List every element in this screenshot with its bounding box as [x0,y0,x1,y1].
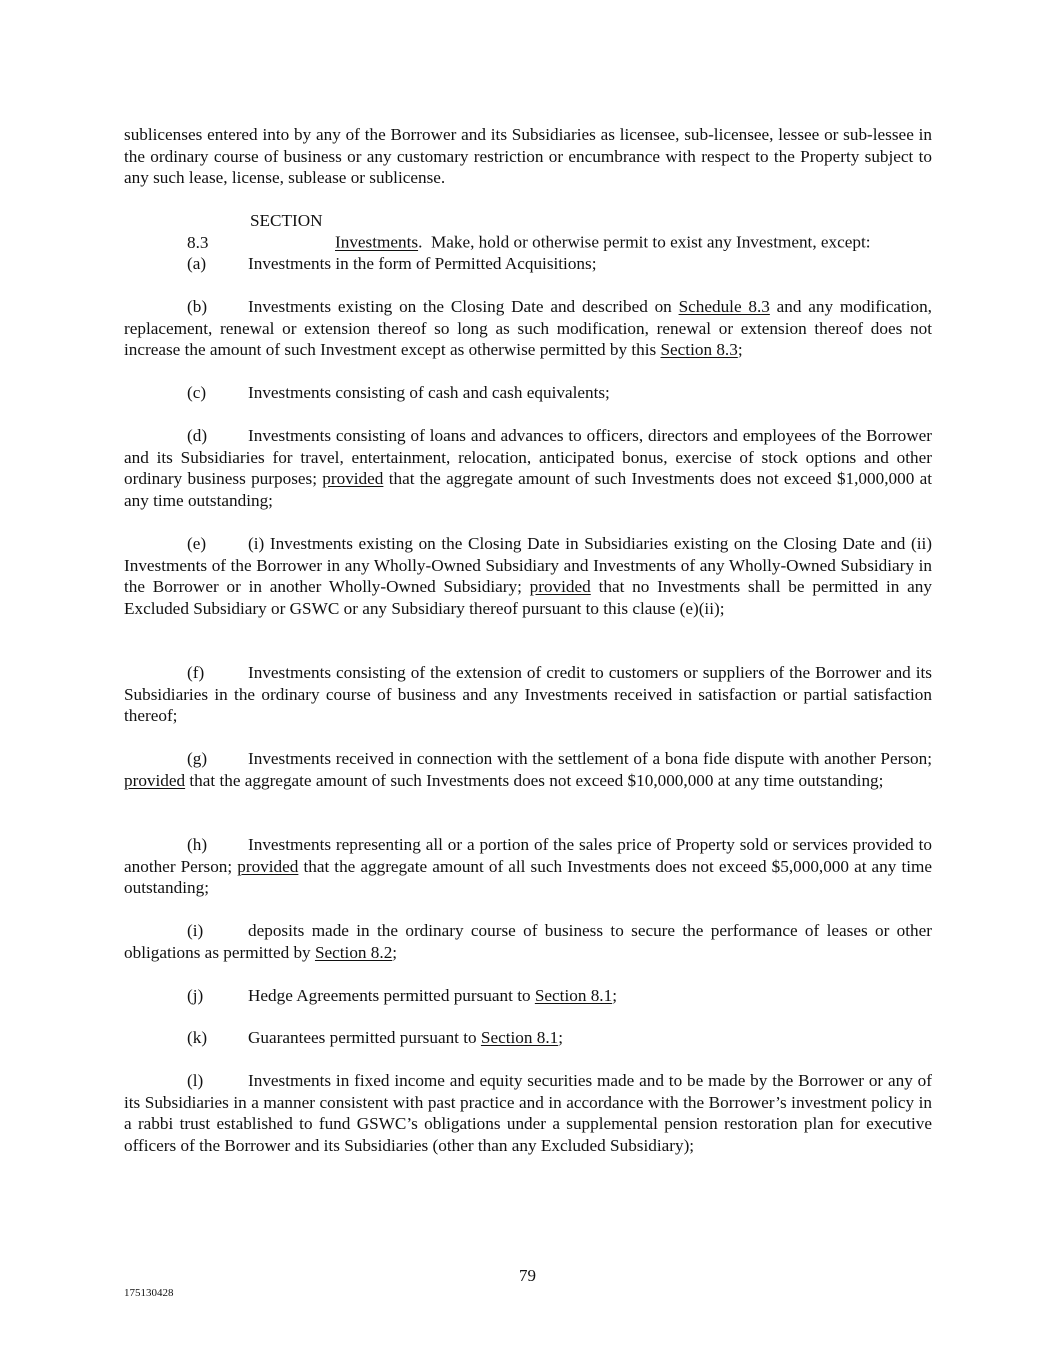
item-j [124,985,932,1007]
item-d-label: (d) [187,426,208,445]
provided-term: provided [124,770,186,790]
provided-term: provided [237,856,299,876]
item-b-text: Investments existing on the Closing Date and described on [248,297,679,316]
item-f-text: Investments consisting of the extension of credit to customers or suppliers of the Borrower and its Subsidiaries in the ordinary course of business and any Investments received in satisfaction or partial satisfaction thereof; [124,663,932,726]
document-id: 175130428 [124,1287,174,1299]
provided-term: provided [529,577,591,597]
item-a-text: Investments in the form of Permitted Acquisitions; [248,254,597,273]
item-i [124,920,932,963]
item-e-label: (e) [187,534,207,553]
item-l [124,1070,932,1157]
item-b-text: and any modification, replacement, renewal or extension thereof so long as such modification, renewal or extension thereof does not increase the amount of such Investment except as otherwise permitted by this [124,297,932,360]
section-8-2-link: Section 8.2 [314,942,393,962]
item-j-label: (j) [187,986,204,1005]
item-d-text: that the aggregate amount of such Investments does not exceed $1,000,000 at any time outstanding; [124,469,932,511]
section-number: SECTION 8.3 [187,211,323,252]
section-8-1-link: Section 8.1 [480,1028,559,1047]
item-h [124,834,932,899]
item-b-text: ; [737,340,743,360]
item-d [124,425,932,512]
item-h-text: that the aggregate amount of all such Investments does not exceed $5,000,000 at any time outstanding; [124,856,932,898]
item-k-text: ; [558,1028,564,1047]
item-g [124,748,932,791]
schedule-8-3-link: Schedule 8.3 [678,297,770,316]
section-title-punct: . [418,232,423,252]
section-title: Investments [335,232,419,252]
section-heading-paragraph [124,210,932,253]
item-i-label: (i) [187,921,204,940]
item-k [124,1027,932,1049]
item-l-label: (l) [187,1071,204,1090]
item-g-text: that the aggregate amount of such Investments does not exceed $10,000,000 at any time outstanding; [185,770,884,790]
item-f-label: (f) [187,663,205,682]
section-text: Make, hold or otherwise permit to exist any Investment, except: [422,232,871,252]
item-l-text: Investments in fixed income and equity securities made and to be made by the Borrower or any of its Subsidiaries in a manner consistent with past practice and in accordance with the Borrower’s investment policy in a rabbi trust established to fund GSWC’s obligations under a supplemental pension restoration plan for executive officers of the Borrower and its Subsidiaries (other than any Excluded Subsidiary); [124,1071,932,1156]
item-e-text: (i) Investments existing on the Closing Date in Subsidiaries existing on the Closing Date and (ii) Investments of the Borrower in any Wholly-Owned Subsidiary and Investments of any Wholly-Owned Subsidiary in the Borrower or in another Wholly-Owned Subsidiary; [124,534,932,597]
item-h-text: Investments representing all or a portion of the sales price of Property sold or services provided to another Person; [124,835,932,876]
item-g-text: Investments received in connection with the settlement of a bona fide dispute with another Person; [248,749,932,768]
item-k-label: (k) [187,1028,208,1047]
item-b-label: (b) [187,297,208,316]
item-k-text: Guarantees permitted pursuant to [248,1028,481,1047]
section-8-1-link: Section 8.1 [534,986,613,1005]
item-a-label: (a) [187,254,207,273]
item-i-text: ; [392,942,398,962]
item-e-text: that no Investments shall be permitted in any Excluded Subsidiary or GSWC or any Subsidiary thereof pursuant to this clause (e)(ii); [124,577,932,619]
item-d-text: Investments consisting of loans and advances to officers, directors and employees of the Borrower and its Subsidiaries for travel, entertainment, relocation, anticipated bonus, exercise of stock options and other ordinary business purposes; [124,426,932,489]
item-g-label: (g) [187,749,208,768]
item-i-text: deposits made in the ordinary course of business to secure the performance of leases or other obligations as permitted by [124,921,932,962]
item-c [124,382,932,404]
section-8-3-link: Section 8.3 [660,340,738,360]
item-j-text: Hedge Agreements permitted pursuant to [248,986,535,1005]
provided-term: provided [322,469,384,489]
item-e [124,533,932,620]
continuation-paragraph: sublicenses entered into by any of the Borrower and its Subsidiaries as licensee, sub-licensee, lessee or sub-lessee in the ordinary course of business or any customary restriction or encumbrance with respect to the Property subject to any such lease, license, sublease or sublicense. [124,125,932,188]
item-h-label: (h) [187,835,208,854]
item-a [124,253,932,275]
item-c-label: (c) [187,383,207,402]
item-c-text: Investments consisting of cash and cash equivalents; [248,383,610,402]
page-number: 79 [519,1266,536,1285]
item-b [124,296,932,361]
item-f [124,662,932,727]
item-j-text: ; [612,986,617,1005]
